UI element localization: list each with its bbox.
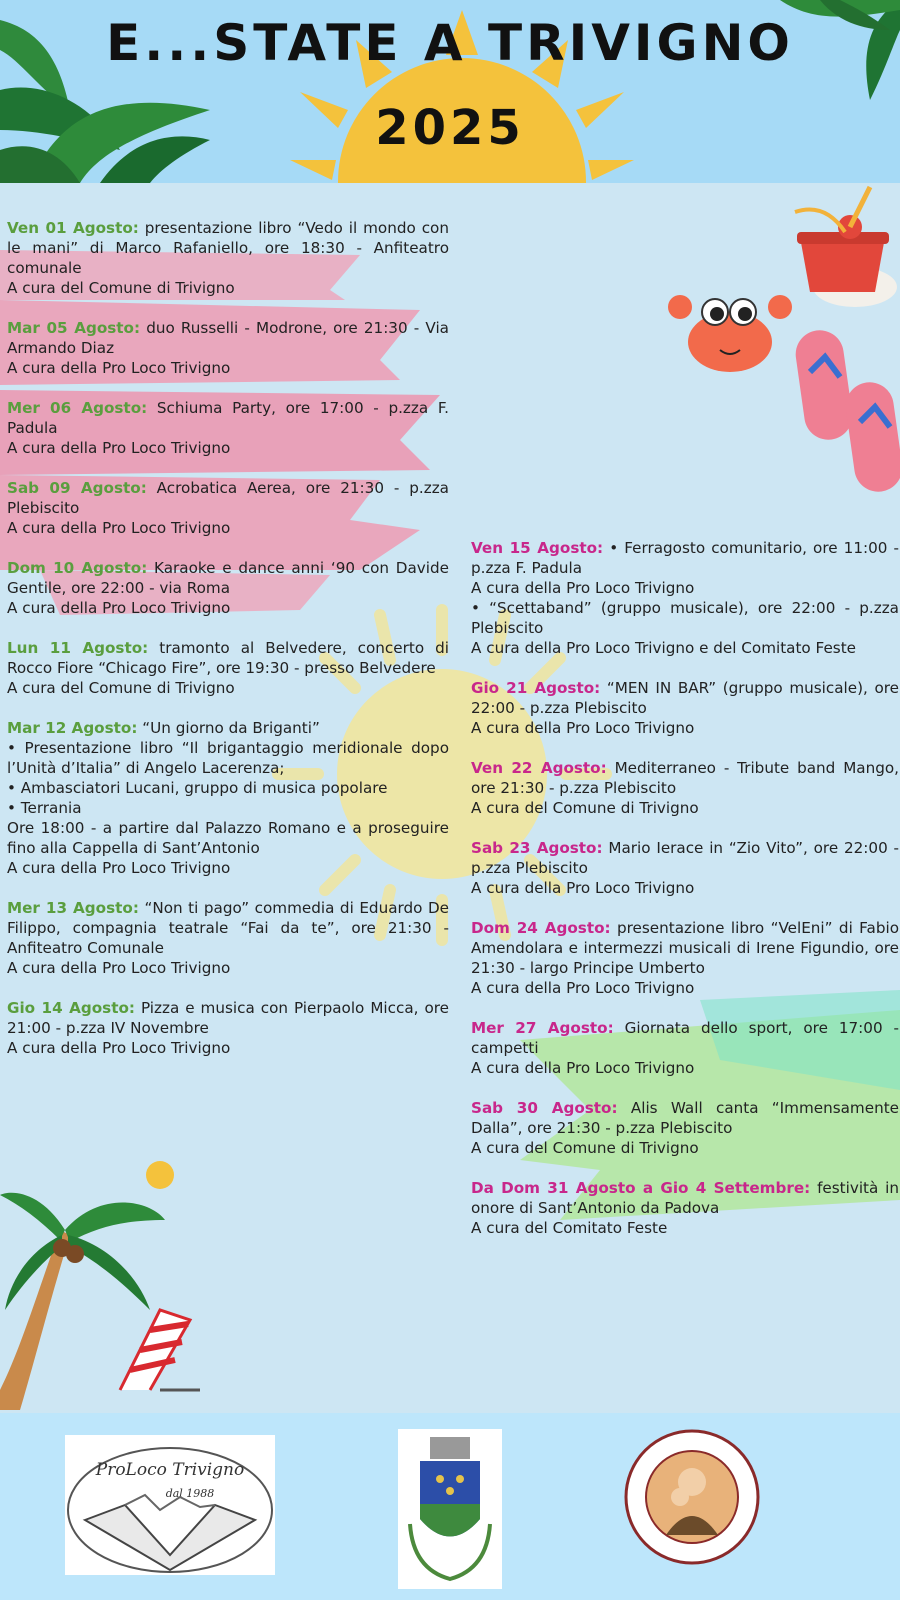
event-item: Ven 22 Agosto: Mediterraneo - Tribute band Mango, ore 21:30 - p.zza Plebiscito A cura del Comune di Trivigno — [471, 759, 899, 817]
proloco-logo — [65, 1435, 275, 1575]
event-item: Mar 05 Agosto: duo Russelli - Modrone, ore 21:30 - Via Armando Diaz A cura della Pro Loco Trivigno — [7, 319, 449, 377]
poster-year: 2025 — [375, 100, 525, 156]
crest-shield-icon — [398, 1429, 502, 1589]
event-item: Sab 23 Agosto: Mario Ierace in “Zio Vito”, ore 22:00 - p.zza Plebiscito A cura della Pro Loco Trivigno — [471, 839, 900, 897]
event-item: Lun 11 Agosto: tramonto al Belvedere, concerto di Rocco Fiore “Chicago Fire”, ore 19:30 - presso Belvedere A cura del Comune di Trivigno — [7, 639, 449, 697]
footer-logos — [0, 1413, 900, 1600]
event-item: Sab 09 Agosto: Acrobatica Aerea, ore 21:30 - p.zza Plebiscito A cura della Pro Loco Trivigno — [7, 479, 449, 537]
flip-flops-icon — [793, 327, 900, 495]
comitato-seal-art — [622, 1427, 762, 1567]
event-item: Dom 10 Agosto: Karaoke e dance anni ‘90 con Davide Gentile, ore 22:00 - via Roma A cura della Pro Loco Trivigno — [7, 559, 449, 617]
sand-bucket-icon — [795, 187, 897, 307]
event-item: Gio 14 Agosto: Pizza e musica con Pierpaolo Micca, ore 21:00 - p.zza IV Novembre A cura della Pro Loco Trivigno — [7, 999, 450, 1057]
crab-icon — [668, 295, 792, 372]
event-item: Gio 21 Agosto: “MEN IN BAR” (gruppo musicale), ore 22:00 - p.zza Plebiscito A cura della Pro Loco Trivigno — [471, 679, 899, 737]
proloco-name: ProLoco Trivigno — [95, 1460, 245, 1480]
deck-chair-icon — [100, 1290, 210, 1400]
proloco-logo-art — [65, 1435, 275, 1575]
beach-decorations — [665, 182, 900, 502]
event-item: Dom 24 Agosto: presentazione libro “VelEni” di Fabio Amendolara e intermezzi musicali di Irene Figundio, ore 21:30 - largo Principe Umberto A cura della Pro Loco Trivigno — [471, 919, 899, 997]
comitato-seal-logo — [622, 1427, 762, 1567]
proloco-since: dal 1988 — [165, 1487, 215, 1500]
events-left-column — [7, 218, 449, 1078]
event-item: Ven 01 Agosto: presentazione libro “Vedo il mondo con le mani” di Marco Rafaniello, ore 18:30 - Anfiteatro comunale A cura del Comune di Trivigno — [7, 219, 449, 297]
event-item: Mer 06 Agosto: Schiuma Party, ore 17:00 - p.zza F. Padula A cura della Pro Loco Trivigno — [7, 399, 449, 457]
event-item: Sab 30 Agosto: Alis Wall canta “Immensamente Dalla”, ore 21:30 - p.zza Plebiscito A cura del Comune di Trivigno — [471, 1099, 899, 1157]
event-item: Mar 12 Agosto: “Un giorno da Briganti” • Presentazione libro “Il brigantaggio meridionale dopo l’Unità d’Italia” di Angelo Lacerenza; • Ambasciatori Lucani, gruppo di musica popolare • Terrania Ore 18:00 - a partire dal Palazzo Romano e a proseguire fino alla Cappella di Sant’Antonio A cura della Pro Loco Trivigno — [7, 719, 449, 877]
comune-crest-logo — [398, 1429, 502, 1589]
event-item: Da Dom 31 Agosto a Gio 4 Settembre: festività in onore di Sant’Antonio da Padova A cura del Comitato Feste — [471, 1179, 899, 1237]
event-item: Mer 13 Agosto: “Non ti pago” commedia di Eduardo De Filippo, compagnia teatrale “Fai da te”, ore 21:30 - Anfiteatro Comunale A cura della Pro Loco Trivigno — [7, 899, 449, 977]
events-right-column — [471, 538, 899, 1258]
event-item: Mer 27 Agosto: Giornata dello sport, ore 17:00 - campetti A cura della Pro Loco Trivigno — [471, 1019, 899, 1077]
event-item: Ven 15 Agosto: • Ferragosto comunitario, ore 11:00 - p.zza F. Padula A cura della Pro Loco Trivigno • “Scettaband” (gruppo musicale), ore 22:00 - p.zza Plebiscito A cura della Pro Loco Trivigno e del Comitato Feste — [471, 539, 899, 657]
poster-title: E...STATE A TRIVIGNO — [106, 14, 794, 72]
